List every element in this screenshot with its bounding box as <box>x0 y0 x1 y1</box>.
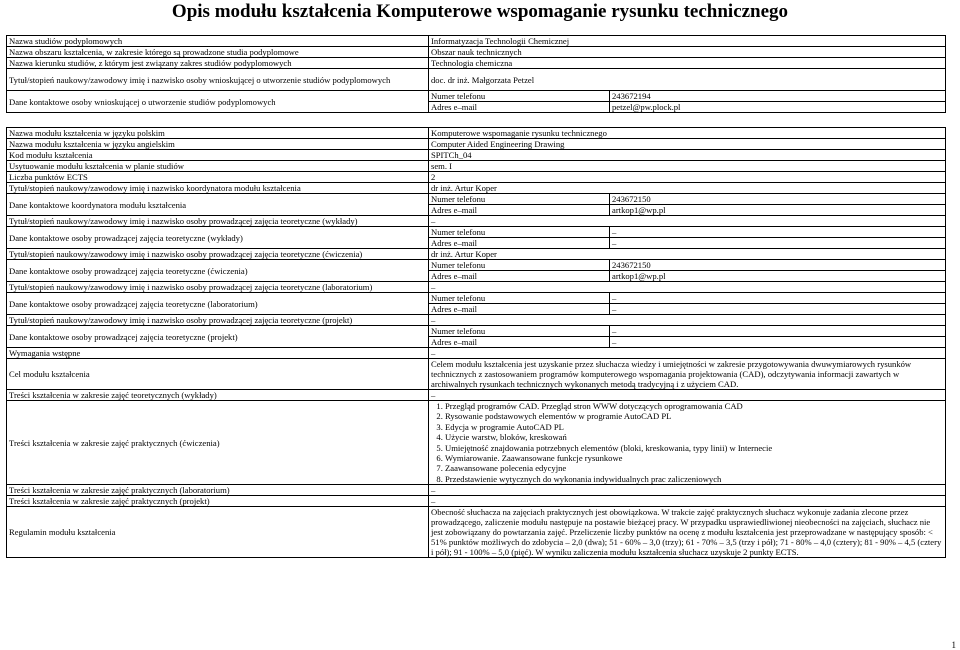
list-item: 1. Przegląd programów CAD. Przegląd stron WWW dotyczących oprogramowania CAD <box>445 401 943 411</box>
row-label: Usytuowanie modułu kształcenia w planie studiów <box>7 161 429 172</box>
row-label: Regulamin modułu kształcenia <box>7 507 429 558</box>
phone-value: – <box>610 326 946 337</box>
email-label: Adres e–mail <box>429 271 610 282</box>
header-table <box>6 35 946 113</box>
list-item: 8. Przedstawienie wytycznych do wykonania indywidualnych prac zaliczeniowych <box>445 474 943 484</box>
row-value: Technologia chemiczna <box>429 58 946 69</box>
email-label: Adres e–mail <box>429 238 610 249</box>
table-row <box>7 485 946 496</box>
row-label: Tytuł/stopień naukowy/zawodowy imię i nazwisko osoby prowadzącej zajęcia teoretyczne (projekt) <box>7 315 429 326</box>
table-row <box>7 69 946 91</box>
row-label: Tytuł/stopień naukowy/zawodowy imię i nazwisko osoby prowadzącej zajęcia teoretyczne (wykłady) <box>7 216 429 227</box>
table-row <box>7 315 946 326</box>
row-label: Tytuł/stopień naukowy/zawodowy imię i nazwisko osoby prowadzącej zajęcia teoretyczne (ćwiczenia) <box>7 249 429 260</box>
table-row <box>7 128 946 139</box>
row-label: Treści kształcenia w zakresie zajęć teoretycznych (wykłady) <box>7 390 429 401</box>
table-row <box>7 496 946 507</box>
phone-label: Numer telefonu <box>429 227 610 238</box>
phone-label: Numer telefonu <box>429 194 610 205</box>
row-label: Cel modułu kształcenia <box>7 359 429 390</box>
row-value: SPITCh_04 <box>429 150 946 161</box>
phone-label: Numer telefonu <box>429 260 610 271</box>
table-row <box>7 282 946 293</box>
rules-text: Obecność słuchacza na zajęciach praktycznych jest obowiązkowa. W trakcie zajęć praktycznych słuchacz wykonuje zadania zlecone przez prowadzącego, zaliczenie modułu następuje na postawie bieżącej pracy. W przypadku usprawiedliwionej nieobecności na zajęciach, słuchacz nie jest zobowiązany do powtarzania zajęć. Przeliczenie liczby punktów na ocenę z modułu kształcenia jest przeprowadzane w następujący sposób: < 51% punktów możliwych do zdobycia – 2,0 (dwa); 51 - 60% – 3,0 (trzy); 61 - 70% – 3,5 (trzy i pół); 71 - 80% – 4,0 (cztery); 81 - 90% – 4,5 (cztery i pół); 91 - 100% – 5,0 (pięć). W wyniku zaliczenia modułu kształcenia słuchacz uzyskuje 2 punkty ECTS. <box>429 507 946 558</box>
table-row <box>7 194 946 216</box>
row-label: Dane kontaktowe osoby wnioskującej o utworzenie studiów podyplomowych <box>7 91 429 113</box>
email-value: – <box>612 337 617 347</box>
phone-value: 243672150 <box>610 260 946 271</box>
contact-cell <box>429 293 946 315</box>
table-row <box>7 260 946 282</box>
row-label: Dane kontaktowe koordynatora modułu kształcenia <box>7 194 429 216</box>
row-label: Tytuł/stopień naukowy/zawodowy imię i nazwisko koordynatora modułu kształcenia <box>7 183 429 194</box>
list-item: 3. Edycja w programie AutoCAD PL <box>445 422 943 432</box>
table-row <box>7 58 946 69</box>
email-value: – <box>612 304 617 314</box>
table-row <box>7 161 946 172</box>
row-value: 2 <box>429 172 946 183</box>
table-row <box>7 150 946 161</box>
table-row <box>7 91 946 113</box>
phone-value: – <box>610 227 946 238</box>
row-label: Tytuł/stopień naukowy/zawodowy imię i nazwisko osoby prowadzącej zajęcia teoretyczne (laboratorium) <box>7 282 429 293</box>
email-label: Adres e–mail <box>429 337 610 348</box>
row-label: Dane kontaktowe osoby prowadzącej zajęcia teoretyczne (laboratorium) <box>7 293 429 315</box>
contact-cell <box>429 326 946 348</box>
row-value: dr inż. Artur Koper <box>429 183 946 194</box>
row-value: – <box>429 282 946 293</box>
contact-cell <box>429 194 946 216</box>
row-label: Nazwa modułu kształcenia w języku angielskim <box>7 139 429 150</box>
table-row <box>7 139 946 150</box>
table-row <box>7 249 946 260</box>
list-item: 2. Rysowanie podstawowych elementów w programie AutoCAD PL <box>445 411 943 421</box>
list-item: 6. Wymiarowanie. Zaawansowane funkcje rysunkowe <box>445 453 943 463</box>
row-label: Dane kontaktowe osoby prowadzącej zajęcia teoretyczne (wykłady) <box>7 227 429 249</box>
list-item: 7. Zaawansowane polecenia edycyjne <box>445 463 943 473</box>
row-value: dr inż. Artur Koper <box>429 249 946 260</box>
email-label: Adres e–mail <box>429 102 610 113</box>
module-table <box>6 127 946 558</box>
list-item: 4. Użycie warstw, bloków, kreskowań <box>445 432 943 442</box>
row-value: Obszar nauk technicznych <box>429 47 946 58</box>
row-value: doc. dr inż. Małgorzata Petzel <box>429 69 946 91</box>
email-value: artkop1@wp.pl <box>612 205 666 215</box>
table-row <box>7 348 946 359</box>
phone-value: 243672150 <box>610 194 946 205</box>
row-value: – <box>429 348 946 359</box>
table-row <box>7 183 946 194</box>
row-label: Liczba punktów ECTS <box>7 172 429 183</box>
table-row <box>7 47 946 58</box>
table-row <box>7 36 946 47</box>
row-value: – <box>429 216 946 227</box>
list-item: 5. Umiejętność znajdowania potrzebnych elementów (bloki, kreskowania, typy linii) w Internecie <box>445 443 943 453</box>
phone-label: Numer telefonu <box>429 293 610 304</box>
contact-cell <box>429 260 946 282</box>
page-number: 1 <box>951 640 956 650</box>
email-value: petzel@pw.plock.pl <box>612 102 681 112</box>
row-label: Nazwa studiów podyplomowych <box>7 36 429 47</box>
row-label: Nazwa obszaru kształcenia, w zakresie którego są prowadzone studia podyplomowe <box>7 47 429 58</box>
row-label: Dane kontaktowe osoby prowadzącej zajęcia teoretyczne (ćwiczenia) <box>7 260 429 282</box>
email-label: Adres e–mail <box>429 304 610 315</box>
email-value: – <box>612 238 617 248</box>
row-label: Tytuł/stopień naukowy/zawodowy imię i nazwisko osoby wnioskującej o utworzenie studiów podyplomowych <box>7 69 429 91</box>
table-row <box>7 359 946 390</box>
page-title: Opis modułu kształcenia Komputerowe wspomaganie rysunku technicznego <box>171 1 789 22</box>
row-value: – <box>429 315 946 326</box>
row-value: – <box>429 496 946 507</box>
row-value: Computer Aided Engineering Drawing <box>429 139 946 150</box>
row-label: Nazwa kierunku studiów, z którym jest związany zakres studiów podyplomowych <box>7 58 429 69</box>
table-row <box>7 216 946 227</box>
phone-value: – <box>610 293 946 304</box>
table-row <box>7 227 946 249</box>
row-value: Informatyzacja Technologii Chemicznej <box>429 36 946 47</box>
contact-cell <box>429 91 946 113</box>
row-label: Kod modułu kształcenia <box>7 150 429 161</box>
phone-value: 243672194 <box>610 91 946 102</box>
row-label: Treści kształcenia w zakresie zajęć praktycznych (ćwiczenia) <box>7 401 429 485</box>
email-label: Adres e–mail <box>429 205 610 216</box>
table-row <box>7 172 946 183</box>
row-value: – <box>429 485 946 496</box>
row-label: Wymagania wstępne <box>7 348 429 359</box>
row-label: Treści kształcenia w zakresie zajęć praktycznych (projekt) <box>7 496 429 507</box>
table-row <box>7 293 946 315</box>
table-row <box>7 401 946 485</box>
row-label: Dane kontaktowe osoby prowadzącej zajęcia teoretyczne (projekt) <box>7 326 429 348</box>
row-label: Nazwa modułu kształcenia w języku polskim <box>7 128 429 139</box>
row-label: Treści kształcenia w zakresie zajęć praktycznych (laboratorium) <box>7 485 429 496</box>
exercise-content-list <box>429 401 946 485</box>
email-value: artkop1@wp.pl <box>612 271 666 281</box>
contact-cell <box>429 227 946 249</box>
row-value: – <box>429 390 946 401</box>
table-row <box>7 390 946 401</box>
row-value: sem. I <box>429 161 946 172</box>
phone-label: Numer telefonu <box>429 326 610 337</box>
table-row <box>7 507 946 558</box>
phone-label: Numer telefonu <box>429 91 610 102</box>
row-value: Komputerowe wspomaganie rysunku technicznego <box>429 128 946 139</box>
goal-text: Celem modułu kształcenia jest uzyskanie przez słuchacza wiedzy i umiejętności w zakresie przygotowywania dwuwymiarowych rysunków technicznych z zastosowaniem programów komputerowego wspomagania projektowania (CAD), odczytywania informacji zawartych w archiwalnych rysunkach technicznych wykonanych metodą tradycyjną i z użyciem CAD. <box>429 359 946 390</box>
table-row <box>7 326 946 348</box>
